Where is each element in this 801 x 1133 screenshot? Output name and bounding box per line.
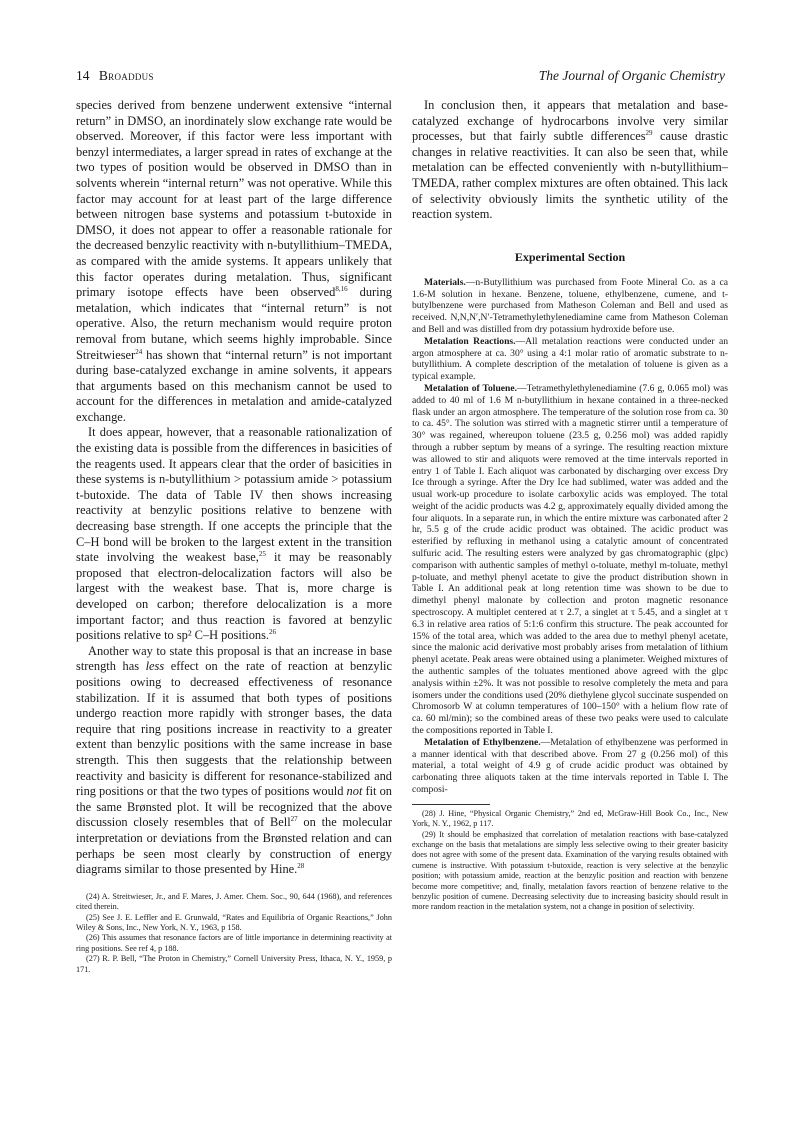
paragraph-metalation-reactions (412, 336, 728, 383)
experimental-body (412, 277, 728, 796)
text-run: —Tetramethylethylenediamine (7.6 g, 0.065 mol) was added to 40 ml of 1.6 M n-butyllithium in hexane contained in a three-necked flask under an argon atmosphere. The temperature of the solution rose from ca. 30 to ca. 45°. The solution was stirred with a magnetic stirrer until a temperature of 30° was regained, whereupon toluene (23.5 g, 0.256 mol) was added rapidly through a rubber septum by means of a syringe. The resulting reaction mixture was allowed to stir and aliquots were removed at the time intervals reported in entry 1 of Table I. Each aliquot was carbonated by discharging over excess Dry Ice through a syringe. After the Dry Ice had sublimed, water was added and the usual work-up procedure to isolate carboxylic acids was employed. The total weight of the acidic products was 4.2 g, approximately equally divided among the four aliquots. In a separate run, in which the entire mixture was carbonated after 2 hr, 5.5 g of the crude acidic product was obtained. The acidic product was esterified by refluxing in methanol using a catalytic amount of concentrated sulfuric acid. The resulting esters were analyzed by gas chromatographic (glpc) comparison with authentic samples of methyl o-toluate, methyl m-toluate, methyl p-toluate, and methyl phenyl acetate to give the product distribution shown in Table I. An additional peak at long retention time was shown to be due to dimethyl phenyl malonate by collection and proton magnetic resonance spectroscopy. A multiplet centered at τ 2.7, a singlet at τ 5.45, and a singlet at τ 6.3 in relative area ratios of 5:1:6 confirm this structure. The peak accounted for 15% of the total area, which was added to the area due to methyl phenyl acetate, since the malonic acid derivative most probably arises from metalation of lithium phenyl acetate. Peak areas were obtained using a planimeter. Weighed mixtures of the authentic samples of the toluates mentioned above agreed with the glpc analysis within ±2%. It was not possible to resolve completely the meta and para isomers under the conditions used (20% diethylene glycol succinate suspended on Chromosorb W at column temperatures of 100–150° with a helium flow rate of ca. 60 ml/min); so the combined areas of these two peaks were used to calculate the compositions reported in Table I. (412, 382, 728, 737)
citation-sup: 8,16 (335, 285, 348, 293)
header-left (76, 68, 154, 84)
citation-sup: 25 (258, 550, 266, 559)
text-run: cause drastic changes in relative reactivities. It can also be seen that, while metalation can be effected conveniently with n-butyllithium–TMEDA, rather complex mixtures are often obtained. This lack of selectivity obviously limits the synthetic utility of the reaction system. (412, 129, 728, 222)
footnote: (28) J. Hine, “Physical Organic Chemistry,” 2nd ed, McGraw-Hill Book Co., Inc., New York, N. Y., 1962, p 117. (412, 808, 728, 829)
page-number: 14 (76, 68, 90, 83)
footnote: (25) See J. E. Leffler and E. Grunwald, “Rates and Equilibria of Organic Reactions,” John Wiley & Sons, Inc., New York, N. Y., 1963, p 158. (76, 912, 392, 932)
text-run: —All metalation reactions were conducted under an argon atmosphere at ca. 30° using a 4:1 molar ratio of aromatic substrate to n-butyllithium. A complete description of the metalation of toluene is given as a typical example. (412, 335, 728, 383)
text-run: In conclusion then, it appears that metalation and base-catalyzed exchange of hydrocarbons involve very similar processes, but that fairly subtle differences (412, 98, 728, 144)
text-run: during metalation, which indicates that “internal return” is not operative. Also, the return mechanism would require proton removal from butane, which seems highly improbable. Since Streitwieser (76, 285, 392, 362)
section-heading-experimental: Experimental Section (514, 249, 626, 264)
paragraph-basicity (76, 425, 392, 643)
citation-sup: 28 (297, 861, 305, 870)
citation-sup: 29 (645, 129, 653, 138)
paragraph-metalation-ethylbenzene (412, 737, 728, 796)
left-footnotes (76, 892, 392, 975)
paragraph-conclusion (412, 98, 728, 223)
emphasis: not (346, 784, 363, 799)
running-author: Broaddus (98, 68, 154, 83)
run-in-heading: Metalation of Toluene. (424, 382, 518, 394)
right-footnotes (412, 809, 728, 913)
left-body (76, 98, 392, 878)
footnote: (24) A. Streitwieser, Jr., and F. Mares, J. Amer. Chem. Soc., 90, 644 (1968), and references cited therein. (76, 891, 392, 912)
citation-sup: 26 (269, 628, 277, 637)
citation-sup: 24 (135, 347, 143, 356)
text-run: Another way to state this proposal is that an increase in base strength has (76, 643, 392, 674)
paragraph-internal-return (76, 98, 392, 425)
journal-title: The Journal of Organic Chemistry (538, 68, 725, 83)
text-run: effect on the rate of reaction at benzylic positions owing to decreased effectiveness of resonance stabilization. If it is assumed that both types of positions undergo reaction more rapidly with stronger bases, the data require that ring positions increase in reactivity to a greater extent than benzylic positions with the same increase in base strength. This then suggests that the relationship between reactivity and basicity is different for resonance-stabilized and ring positions or that the two types of positions would (76, 659, 392, 799)
citation-sup: 27 (290, 815, 298, 824)
text-run: —Metalation of ethylbenzene was performed in a manner identical with that described above. From 27 g (0.256 mol) of this material, a total weight of 4.9 g of crude acidic product was obtained by carbonating three aliquots taken at the time intervals reported in Table I. The composi- (412, 736, 728, 796)
left-column (76, 98, 392, 975)
footnote: (27) R. P. Bell, “The Proton in Chemistry,” Cornell University Press, Ithaca, N. Y., 1959, p 171. (76, 954, 392, 974)
paragraph-materials (412, 277, 728, 336)
run-in-heading: Materials. (424, 276, 466, 288)
text-run: has shown that “internal return” is not important during base-catalyzed exchange in amine solvents, it appears that arguments based on this mechanism cannot be used to account for the differences in metalation and amide-catalyzed exchange. (76, 347, 392, 424)
run-in-heading: Metalation Reactions. (424, 335, 516, 347)
footnote: (26) This assumes that resonance factors are of little importance in determining reactivity at ring positions. See ref 4, p 188. (76, 933, 392, 953)
paragraph-bronsted (76, 644, 392, 878)
text-run: species derived from benzene underwent extensive “internal return” in DMSO, an inordinately slow exchange rate would be observed. Moreover, if this factor were less important with benzyl intermediates, a larger spread in rates of exchange at the two types of position would be observed in DMSO than in solvents wherein “internal return” was not operative. While this factor may account for at least part of the large difference between nitrogen base systems and potassium t-butoxide in DMSO, it does not appear to offer a reasonable rationale for the decreased benzylic reactivity with n-butyllithium–TMEDA, as compared with the amide systems. It appears unlikely that this factor operates during metalation. Thus, significant primary isotope effects have been observed (76, 98, 392, 300)
text-run: it may be reasonably proposed that electron-delocalization factors will also be largest with the weakest base. That is, more charge is developed on carbon; therefore delocalization is a more important factor; and thus reaction is favored at benzylic positions relative to sp² C–H positions. (76, 550, 392, 643)
running-header (76, 68, 725, 88)
footnote: (29) It should be emphasized that correlation of metalation reactions with base-catalyzed exchange on the basis that metalations are simply less selective owing to their greater basicity does not agree with some of the present data. Examination of the varying results obtained with cumene is instructive. With potassium t-butoxide, reaction is very selective at the benzylic position; with potassium amide, reaction at the benzylic position and reaction with benzene become more competitive; and, finally, metalation favors reaction of benzene relative to the benzylic position of cumene. Decreasing selectivity due to increasing basicity should result in more random reaction in the metalation system, not a change in position of selectivity. (412, 829, 728, 912)
text-run: It does appear, however, that a reasonable rationalization of the existing data is possible from the differences in basicities of the reagents used. It appears clear that the order of basicities in these systems is n-butyllithium > potassium amide > potassium t-butoxide. The data of Table IV then shows increasing reactivity at benzylic positions relative to benzene with decreasing base strength. If one accepts the principle that the C–H bond will be broken to the largest extent in the transition state involving the weakest base, (76, 425, 392, 565)
text-run: fit on the same Brønsted plot. It will be recognized that the above discussion closely resembles that of Bell (76, 784, 392, 830)
right-body (412, 98, 728, 223)
run-in-heading: Metalation of Ethylbenzene. (424, 736, 541, 748)
text-run: on the molecular interpretation or deviations from the Brønsted relation and can perhaps be seen most clearly by construction of energy diagrams similar to those presented by Hine. (76, 815, 393, 877)
text-run: —n-Butyllithium was purchased from Foote Mineral Co. as a ca 1.6-M solution in hexane. Benzene, toluene, ethylbenzene, cumene, and t-butylbenzene were purchased from Matheson Coleman and Bell and used as received. N,N,N′,N′-Tetramethylethylenediamine came from Matheson Coleman and Bell and was distilled from dry potassium hydroxide before use. (412, 276, 728, 335)
paragraph-metalation-toluene (412, 383, 728, 737)
right-column (412, 98, 728, 913)
emphasis: less (145, 659, 165, 674)
